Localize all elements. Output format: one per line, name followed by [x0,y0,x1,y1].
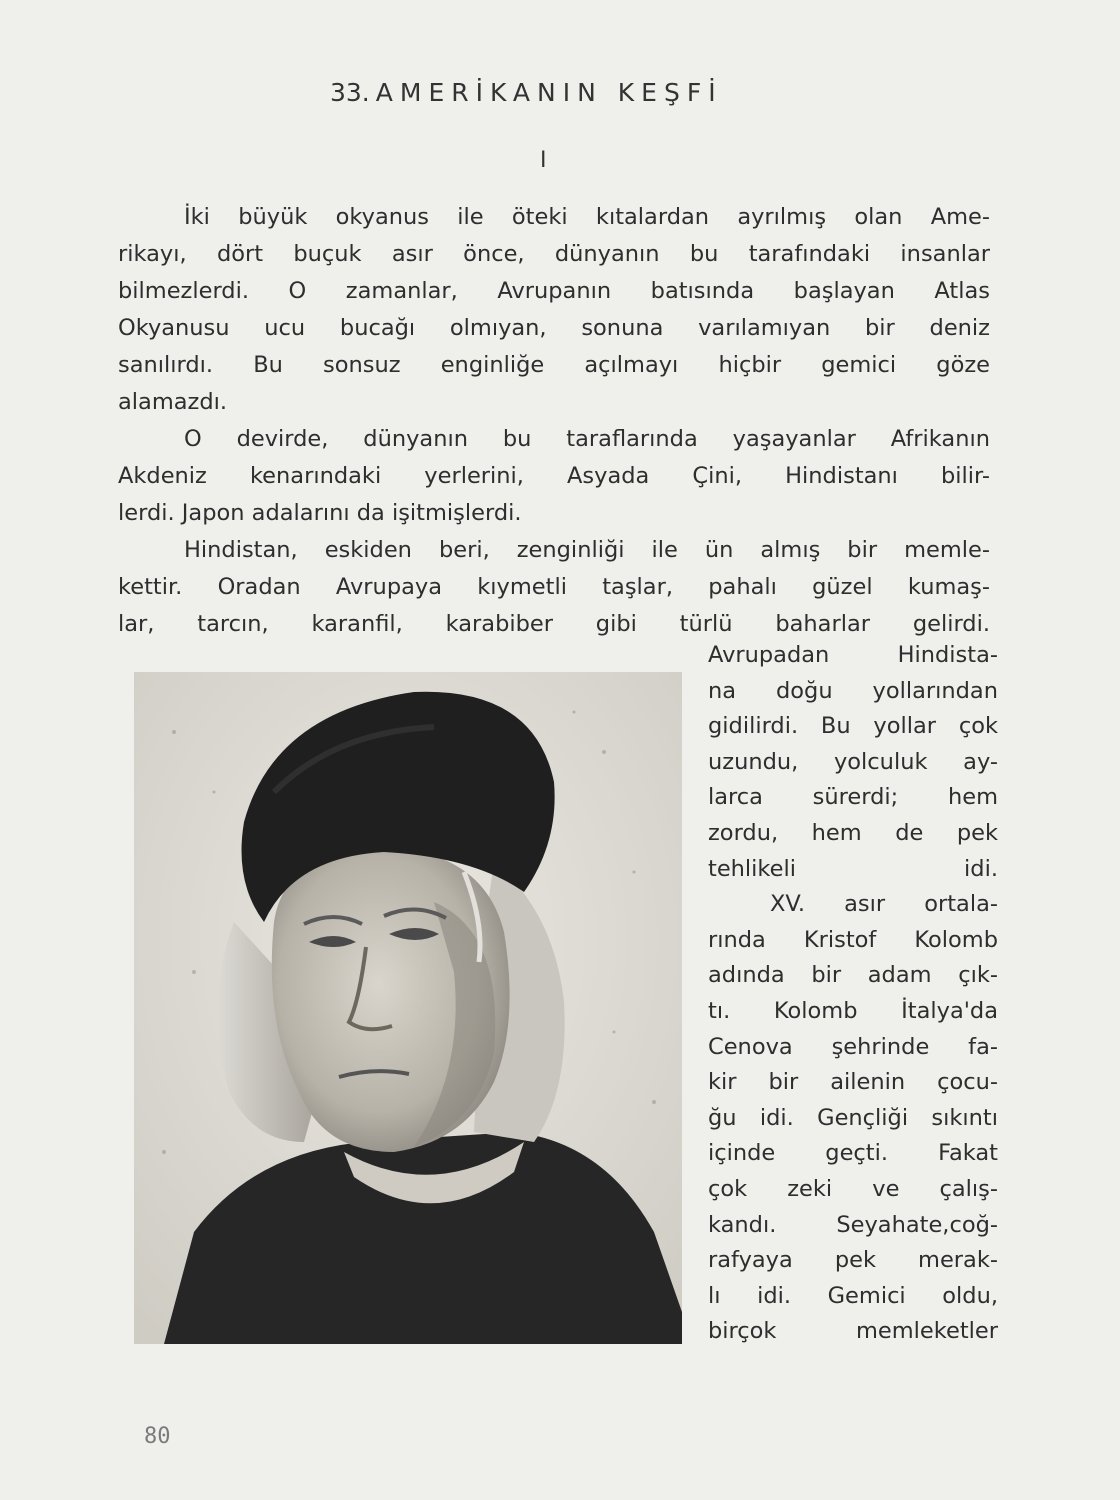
text-line: O devirde, dünyanın bu taraflarında yaşayanlar Afrikanın [184,426,990,452]
text-line: na doğu yollarından [708,677,998,704]
text-line: Okyanusu ucu bucağı olmıyan, sonuna varılamıyan bir deniz [118,315,990,341]
text-line: lı idi. Gemici oldu, [708,1282,998,1309]
text-line: lerdi. Japon adalarını da işitmişlerdi. [118,500,522,526]
body-text-side-column [708,638,998,1350]
text-line: tı. Kolomb İtalya'da [708,997,998,1024]
text-line: Cenova şehrinde fa- [708,1033,998,1060]
text-line: XV. asır ortala- [770,891,998,918]
text-line: lar, tarcın, karanfil, karabiber gibi türlü baharlar gelirdi. [118,611,990,637]
text-line: uzundu, yolculuk ay- [708,748,998,775]
text-line: içinde geçti. Fakat [708,1140,998,1167]
text-line: gidilirdi. Bu yollar çok [708,713,998,740]
text-line: zordu, hem de pek [708,819,998,846]
text-line: sanılırdı. Bu sonsuz enginliğe açılmayı hiçbir gemici göze [118,352,990,378]
text-line: rafyaya pek merak- [708,1247,998,1274]
text-line: rında Kristof Kolomb [708,926,998,953]
text-line: çok zeki ve çalış- [708,1175,998,1202]
text-line: Avrupadan Hindista- [708,642,998,668]
text-line: Hindistan, eskiden beri, zenginliği ile ün almış bir memle- [184,537,990,563]
text-line: kir bir ailenin çocu- [708,1069,998,1096]
section-number: I [540,148,547,173]
text-line: tehlikeli idi. [708,855,998,882]
body-text-full-width [118,199,990,643]
text-line: kettir. Oradan Avrupaya kıymetli taşlar, pahalı güzel kumaş- [118,574,990,600]
text-line: adında bir adam çık- [708,962,998,989]
text-line: İki büyük okyanus ile öteki kıtalardan ayrılmış olan Ame- [184,204,990,230]
chapter-number: 33. [330,78,370,107]
text-line: kandı. Seyahate,coğ- [708,1211,998,1238]
text-line: alamazdı. [118,389,228,415]
text-line: bilmezlerdi. O zamanlar, Avrupanın batısında başlayan Atlas [118,278,990,304]
text-line: rikayı, dört buçuk asır önce, dünyanın bu tarafındaki insanlar [118,241,990,267]
columbus-portrait-image [134,672,682,1344]
chapter-title: AMERİKANIN KEŞFİ [375,78,723,107]
text-line: Akdeniz kenarındaki yerlerini, Asyada Çini, Hindistanı bilir- [118,463,990,489]
text-line: larca sürerdi; hem [708,784,998,811]
portrait-illustration [134,672,682,1344]
text-line: birçok memleketler [708,1318,998,1345]
chapter-heading [330,78,723,107]
text-line: ğu idi. Gençliği sıkıntı [708,1104,998,1131]
page-number: 80 [144,1424,171,1449]
